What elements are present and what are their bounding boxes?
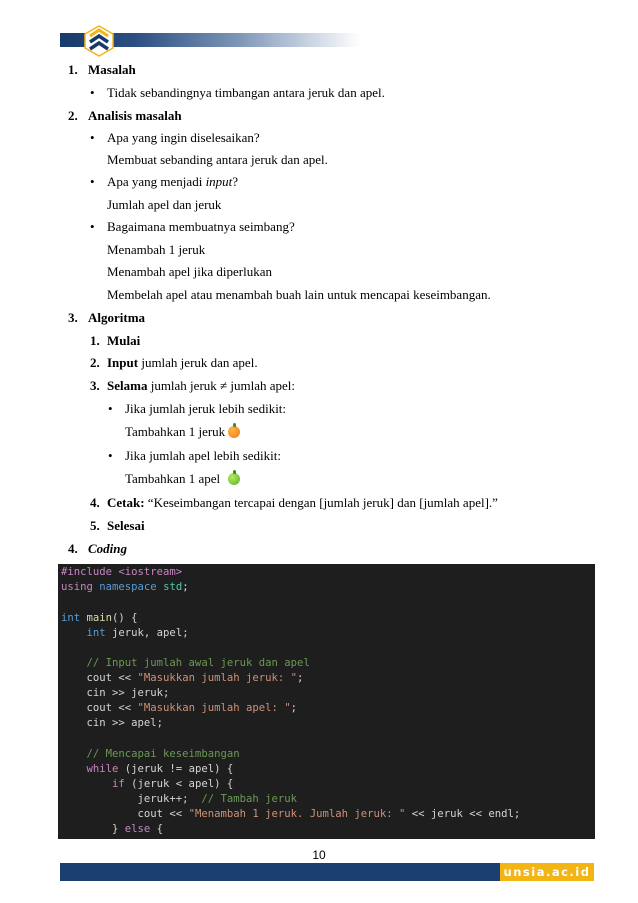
code-line: cin >> apel; [61,717,164,729]
code-line: cout << "Menambah 1 jeruk. Jumlah jeruk: " << jeruk << endl; [61,808,521,820]
section-number: 4. [68,541,78,556]
step-text: Selama jumlah jeruk ≠ jumlah apel: [107,378,296,393]
code-line: jeruk++; // Tambah jeruk [61,793,297,805]
action: Tambahkan 1 apel [125,471,240,487]
step-text: Mulai [107,333,141,348]
green-apple-icon [228,473,240,485]
bullet-icon: • [90,174,95,189]
bullet-icon: • [90,85,95,100]
step-number: 4. [90,495,100,510]
step-number: 1. [90,333,100,348]
emphasis-text: input [205,174,233,189]
orange-icon [228,426,240,438]
code-line: if (jeruk < apel) { [61,778,234,790]
section-number: 1. [68,62,78,77]
section-title: Algoritma [88,310,146,325]
code-line: cout << "Masukkan jumlah jeruk: "; [61,672,304,684]
step-number: 5. [90,518,100,533]
code-line: while (jeruk != apel) { [61,763,234,775]
step-number: 3. [90,378,100,393]
bullet-icon: • [90,130,95,145]
answer: Menambah apel jika diperlukan [107,264,272,279]
question: Apa yang ingin diselesaikan? [107,130,260,145]
code-line: // Input jumlah awal jeruk dan apel [61,657,310,669]
page-number: 10 [312,848,326,862]
university-logo [82,24,116,58]
step-text: Input jumlah jeruk dan apel. [107,355,258,370]
condition: Jika jumlah apel lebih sedikit: [125,448,281,463]
bullet-icon: • [90,219,95,234]
action: Tambahkan 1 jeruk [125,424,240,440]
code-block [58,564,595,839]
answer: Membuat sebanding antara jeruk dan apel. [107,152,328,167]
code-line: cin >> jeruk; [61,687,170,699]
step-text: Selesai [107,518,145,533]
answer: Membelah apel atau menambah buah lain untuk mencapai keseimbangan. [107,287,491,302]
question: Apa yang menjadi input? [107,174,239,189]
code-line: #include <iostream> [61,566,183,578]
question: Bagaimana membuatnya seimbang? [107,219,295,234]
code-line: int jeruk, apel; [61,627,189,639]
section-title: Coding [88,541,128,556]
bullet-icon: • [108,448,113,463]
section-title: Analisis masalah [88,108,182,123]
code-line: using namespace std; [61,581,189,593]
footer-site-label: unsia.ac.id [500,863,594,881]
bullet-icon: • [108,401,113,416]
code-line: cout << "Masukkan jumlah apel: "; [61,702,298,714]
section-title: Masalah [88,62,136,77]
code-line: } else { [61,823,164,835]
answer: Menambah 1 jeruk [107,242,206,257]
answer: Jumlah apel dan jeruk [107,197,222,212]
code-line: // Mencapai keseimbangan [61,748,240,760]
step-number: 2. [90,355,100,370]
step-text: Cetak: “Keseimbangan tercapai dengan [jumlah jeruk] dan [jumlah apel].” [107,495,498,510]
list-item: Tidak sebandingnya timbangan antara jeruk dan apel. [107,85,385,100]
section-number: 2. [68,108,78,123]
condition: Jika jumlah jeruk lebih sedikit: [125,401,287,416]
code-line: int main() { [61,612,138,624]
section-number: 3. [68,310,78,325]
